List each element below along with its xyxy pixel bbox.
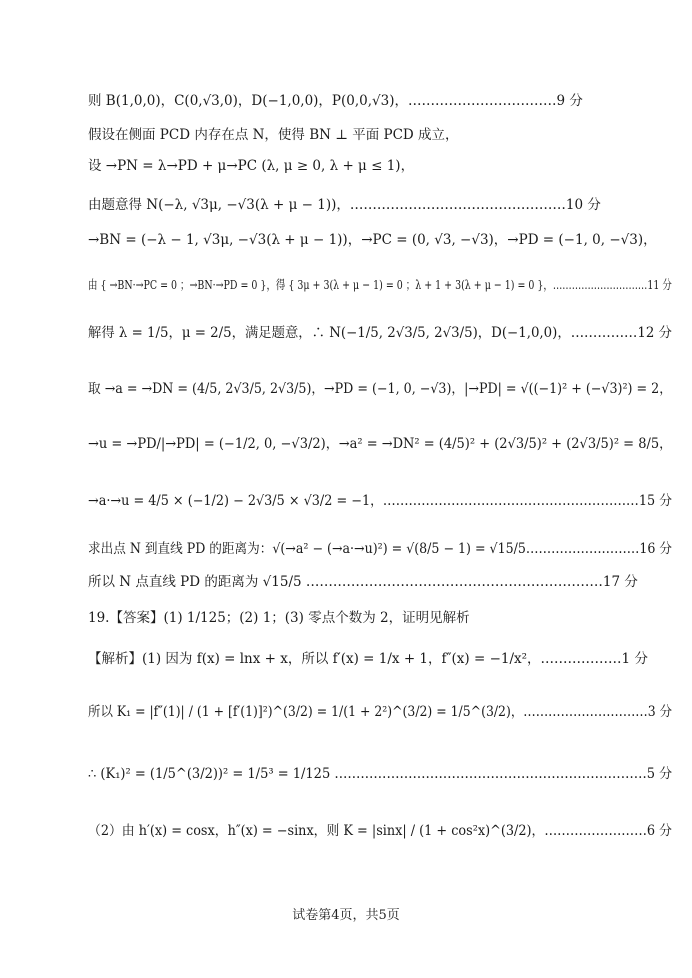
analysis-line-4: （2）由 h′(x) = cosx，h″(x) = −sinx，则 K = |sinx| / (1 + cos²x)^(3/2)，……………………6 分: [88, 823, 672, 839]
analysis-line-2: 所以 K₁ = |f″(1)| / (1 + [f′(1)]²)^(3/2) = 1/(1 + 2²)^(3/2) = 1/5^(3/2)，…………………………3 分: [88, 704, 673, 720]
text-line-9: →u = →PD/|→PD| = (−1/2, 0, −√3/2)，→a² = →DN² = (4/5)² + (2√3/5)² + (2√3/5)² = 8/5，: [88, 436, 673, 452]
text-line-1: 则 B(1,0,0)，C(0,√3,0)，D(−1,0,0)，P(0,0,√3)，……………………………9 分: [88, 93, 583, 109]
text-line-8: 取 →a = →DN = (4/5, 2√3/5, 2√3/5)，→PD = (−1, 0, −√3)，|→PD| = √((−1)² + (−√3)²) = 2，: [88, 381, 672, 397]
text-line-11: 求出点 N 到直线 PD 的距离为：√(→a² − (→a·→u)²) = √(8/5 − 1) = √15/5………………………16 分: [88, 541, 673, 557]
analysis-line-1: 【解析】(1) 因为 f(x) = lnx + x，所以 f′(x) = 1/x + 1，f″(x) = −1/x²，………………1 分: [88, 651, 648, 667]
text-line-5: →BN = (−λ − 1, √3μ, −√3(λ + μ − 1))，→PC = (0, √3, −√3)，→PD = (−1, 0, −√3)，: [88, 232, 657, 248]
page-footer: 试卷第4页，共5页: [292, 908, 400, 923]
text-line-12: 所以 N 点直线 PD 的距离为 √15/5 …………………………………………………………17 分: [88, 574, 638, 590]
text-line-2: 假设在侧面 PCD 内存在点 N，使得 BN ⊥ 平面 PCD 成立，: [88, 127, 459, 143]
text-line-3: 设 →PN = λ→PD + μ→PC (λ, μ ≥ 0, λ + μ ≤ 1)，: [88, 158, 415, 174]
text-line-10: →a·→u = 4/5 × (−1/2) − 2√3/5 × √3/2 = −1，……………………………………………………15 分: [88, 493, 673, 509]
text-line-4: 由题意得 N(−λ, √3μ, −√3(λ + μ − 1))，…………………………………………10 分: [88, 197, 601, 213]
analysis-line-3: ∴ (K₁)² = (1/5^(3/2))² = 1/5³ = 1/125 ………………………………………………………………5 分: [88, 766, 673, 782]
answer-line: 19.【答案】(1) 1/125；(2) 1；(3) 零点个数为 2，证明见解析: [88, 610, 470, 626]
text-line-6: 由 { →BN·→PC = 0 ；→BN·→PD = 0 }，得 { 3μ + 3(λ + μ − 1) = 0 ；λ + 1 + 3(λ + μ − 1) = 0 }，…………………………11 分: [88, 277, 672, 292]
text-line-7: 解得 λ = 1/5，μ = 2/5，满足题意，∴ N(−1/5, 2√3/5, 2√3/5)，D(−1,0,0)，……………12 分: [88, 325, 672, 341]
